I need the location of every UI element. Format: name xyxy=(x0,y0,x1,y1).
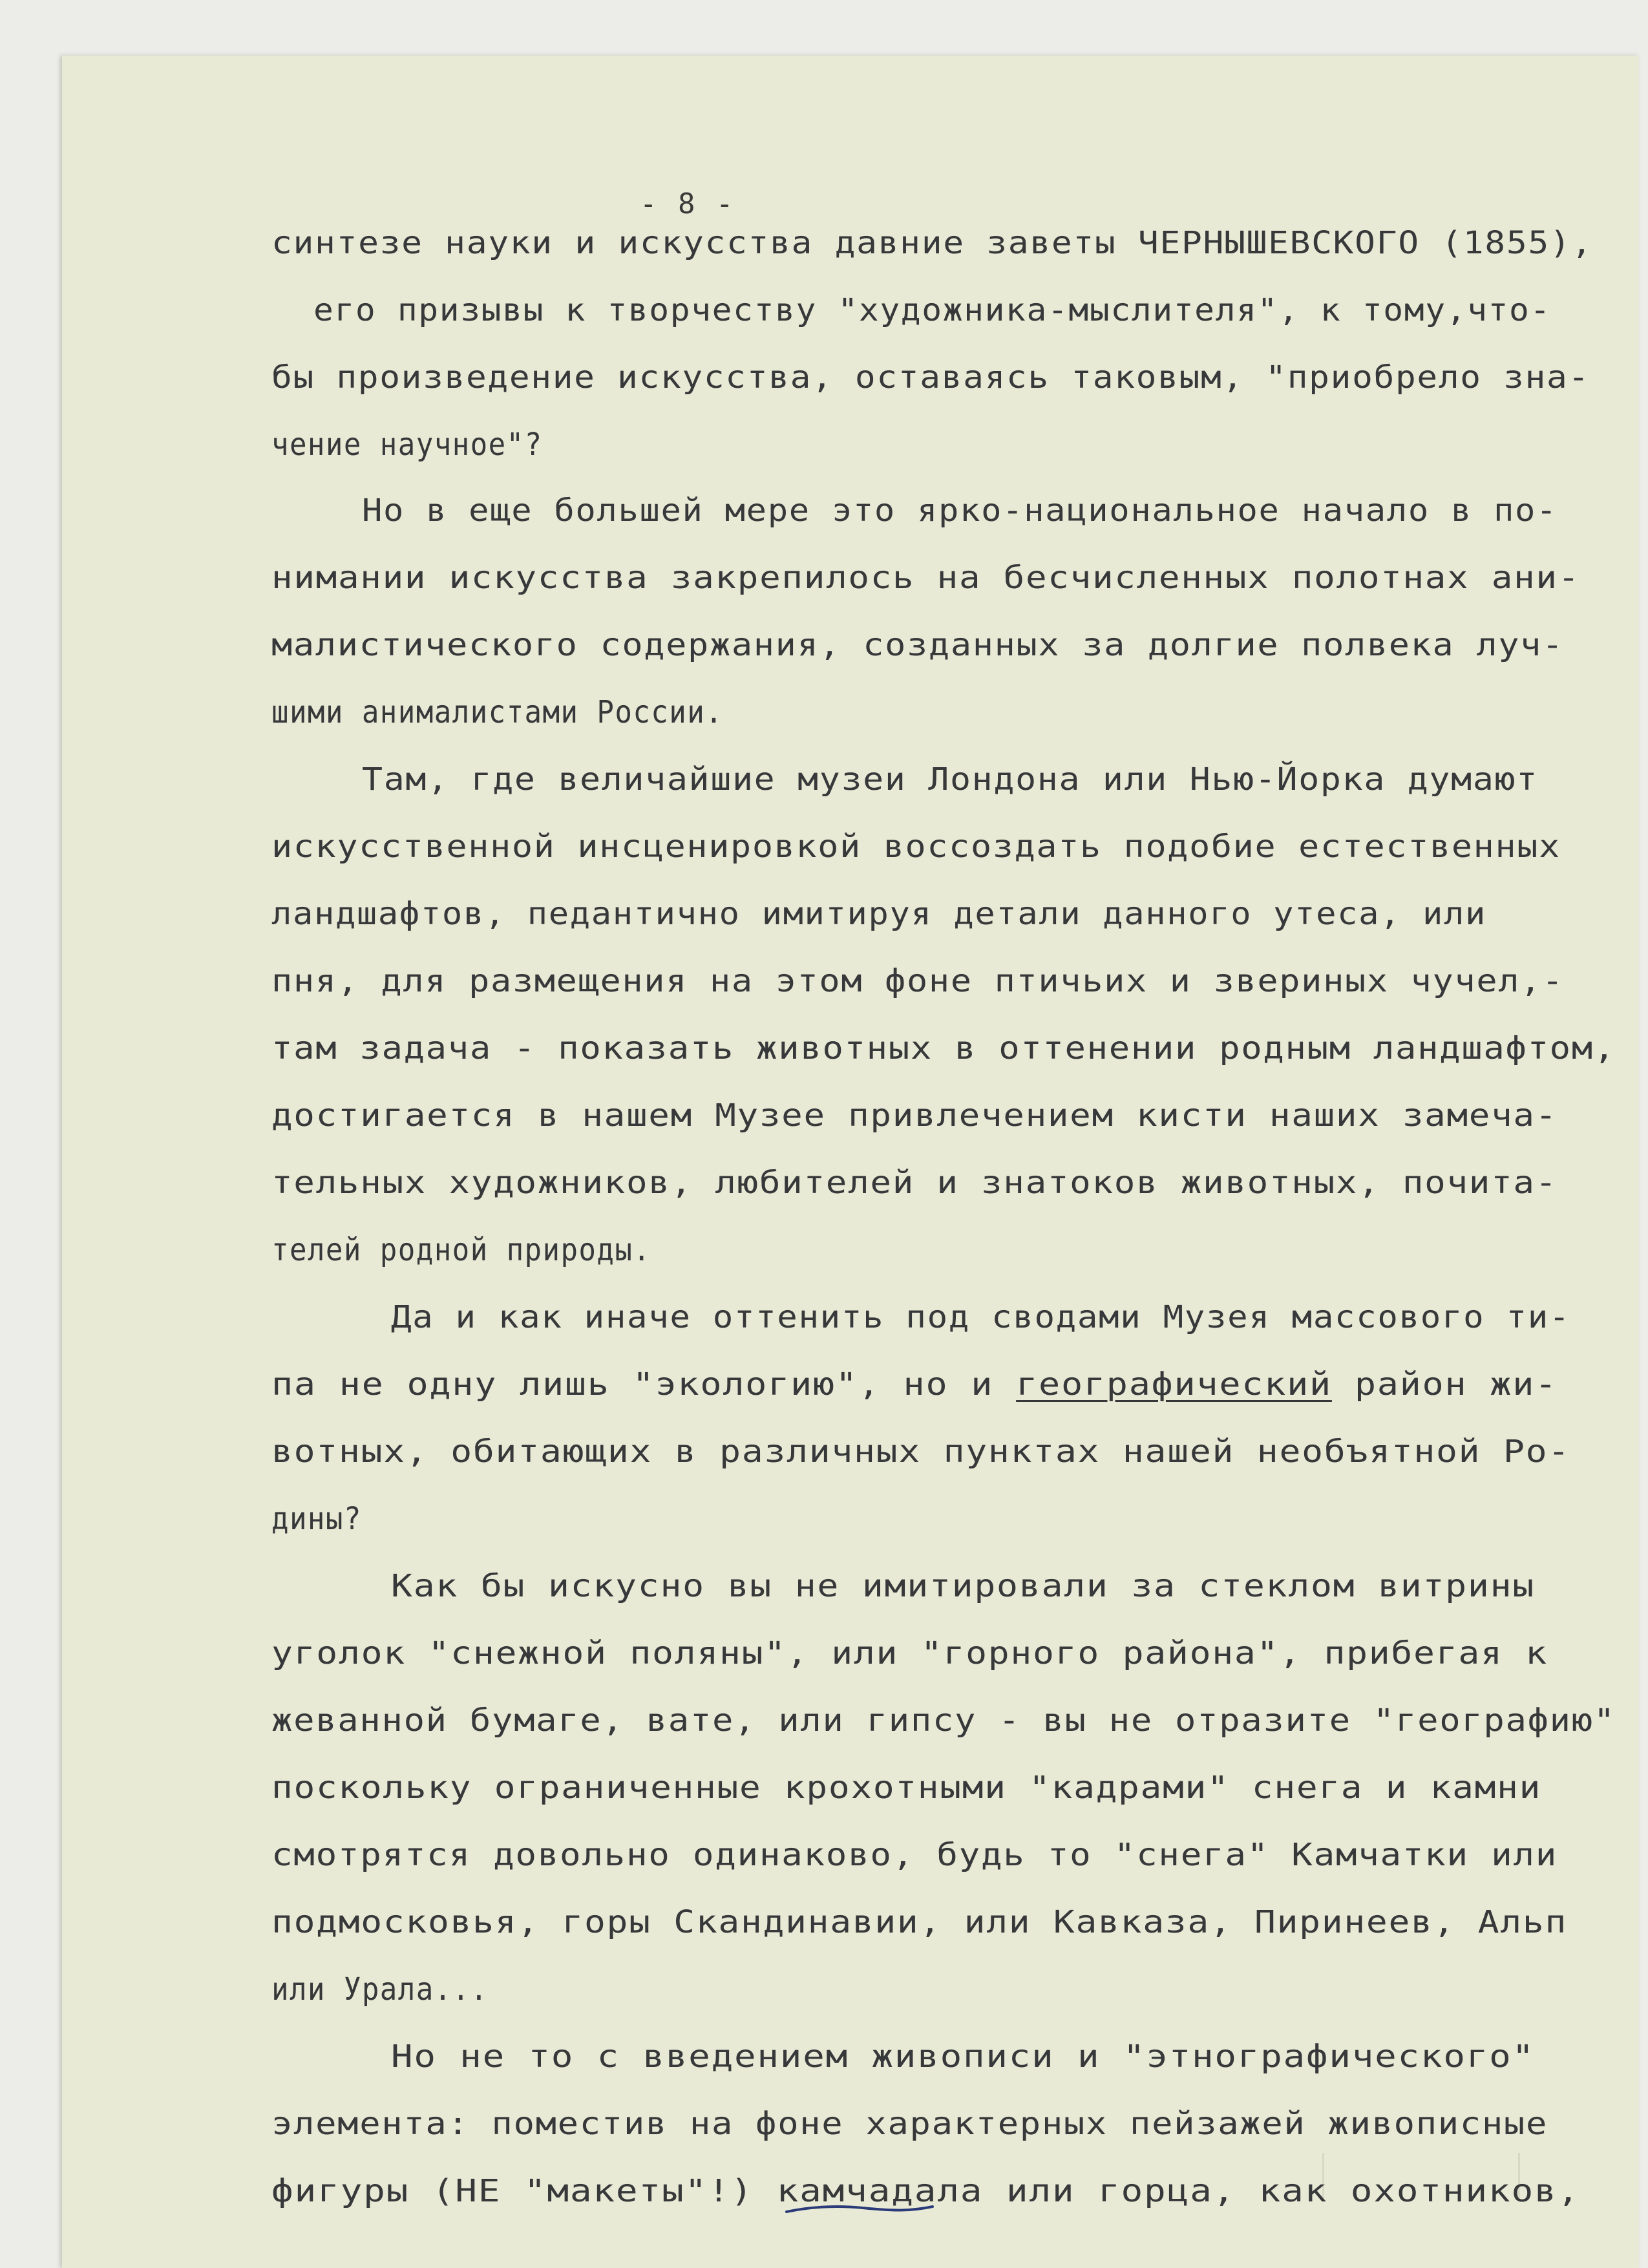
text-line: или Урала... xyxy=(271,1971,489,2008)
text-line: достигается в нашем Музее привлечением кисти наших замеча- xyxy=(271,1097,1558,1134)
text-line: малистического содержания, созданных за долгие полвека луч- xyxy=(271,627,1564,663)
text-line xyxy=(271,1366,1558,1403)
text-line: шими анималистами России. xyxy=(271,694,724,730)
text-line: элемента: поместив на фоне характерных пейзажей живописные xyxy=(271,2106,1548,2142)
text-line: пня, для размещения на этом фоне птичьих и звериных чучел,- xyxy=(271,963,1564,999)
text-line: телей родной природы. xyxy=(271,1232,651,1268)
text-line: Как бы искусно вы не имитировали за стеклом витрины xyxy=(391,1568,1536,1604)
text-line: Там, где величайшие музеи Лондона или Нью-Йорка думают xyxy=(362,761,1538,798)
text-line: уголок "снежной поляны", или "горного района", прибегая к xyxy=(271,1635,1548,1671)
page-number: - 8 - xyxy=(640,187,735,220)
handwritten-underline-mark xyxy=(785,2203,934,2214)
text-line: синтезе науки и искусства давние заветы ЧЕРНЫШЕВСКОГО (1855), xyxy=(271,225,1593,261)
text-segment: па не одну лишь "экологию", но и xyxy=(271,1366,1017,1403)
text-line: бы произведение искусства, оставаясь таковым, "приобрело зна- xyxy=(271,359,1590,396)
text-line: тельных художников, любителей и знатоков животных, почита- xyxy=(271,1165,1558,1201)
text-line: жеванной бумаге, вате, или гипсу - вы не отразите "географию" xyxy=(271,1702,1616,1739)
text-segment: район жи- xyxy=(1331,1366,1558,1403)
text-line: подмосковья, горы Скандинавии, или Кавказа, Пиринеев, Альп xyxy=(271,1904,1568,1940)
text-line: нимании искусства закрепилось на бесчисленных полотнах ани- xyxy=(271,560,1581,596)
text-line: Да и как иначе оттенить под сводами Музея массового ти- xyxy=(391,1299,1571,1335)
text-line: его призывы к творчеству "художника-мыслителя", к тому,что- xyxy=(313,292,1551,328)
text-line: искусственной инсценировкой воссоздать подобие естественных xyxy=(271,829,1561,865)
text-line: чение научное"? xyxy=(271,427,543,463)
text-line: там задача - показать животных в оттенении родным ландшафтом, xyxy=(271,1030,1616,1066)
text-line: Но не то с введением живописи и "этнографического" xyxy=(391,2039,1535,2075)
text-line: смотрятся довольно одинаково, будь то "снега" Камчатки или xyxy=(271,1837,1558,1873)
text-line: ландшафтов, педантично имитируя детали данного утеса, или xyxy=(271,896,1486,932)
text-line: вотных, обитающих в различных пунктах нашей необъятной Ро- xyxy=(271,1434,1570,1470)
text-line: дины? xyxy=(271,1501,362,1537)
text-line: фигуры (НЕ "макеты"!) камчадала или горца, как охотников, xyxy=(271,2173,1581,2209)
text-line: поскольку ограниченные крохотными "кадрами" снега и камни xyxy=(271,1770,1542,1806)
text-line: Но в еще большей мере это ярко-национальное начало в по- xyxy=(362,493,1558,529)
underlined-word: географический xyxy=(1016,1366,1332,1403)
